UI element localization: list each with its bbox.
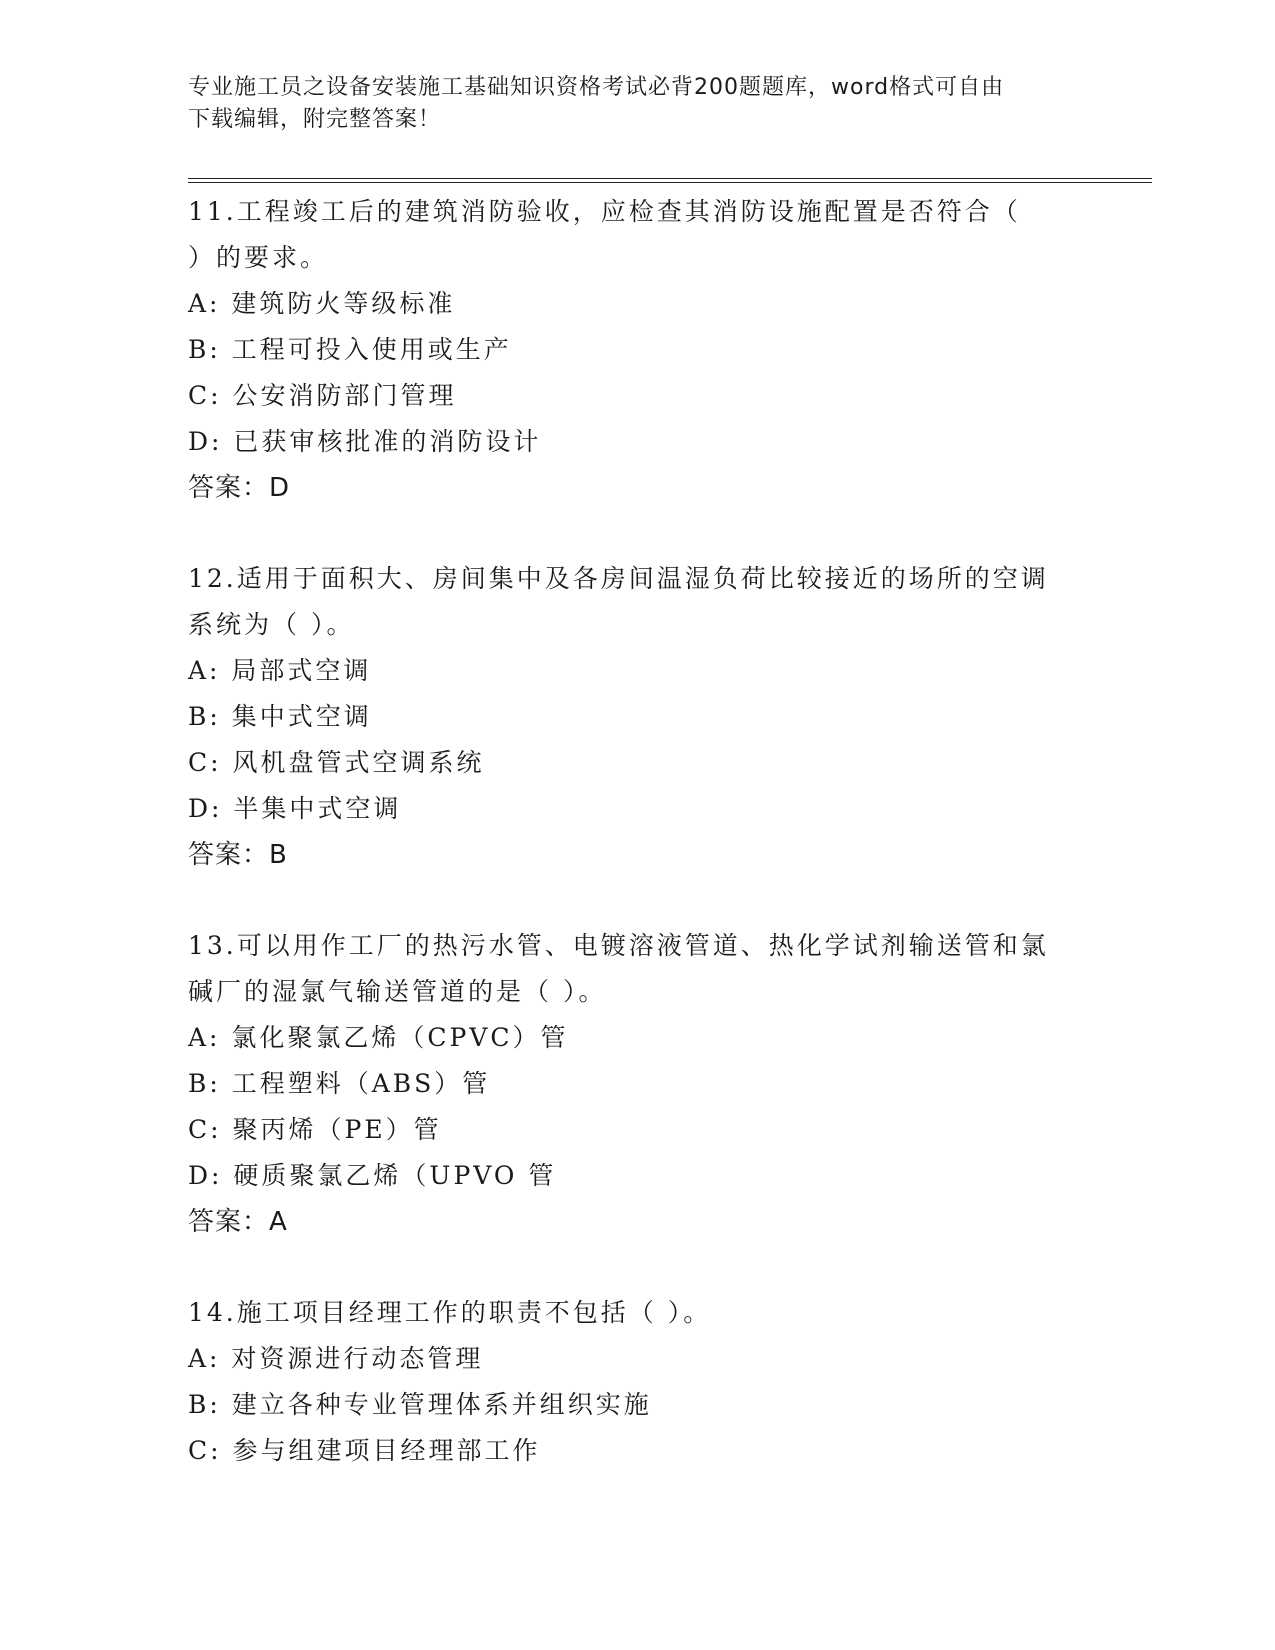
header-divider-top [188,178,1152,179]
question-stem-continued: 碱厂的湿氯气输送管道的是（ ）。 [188,977,607,1006]
question-stem-continued: 系统为（ ）。 [188,610,355,639]
option-a: A: 局部式空调 [188,656,372,685]
option-b: B: 建立各种专业管理体系并组织实施 [188,1390,652,1419]
answer: 答案：D [188,473,291,503]
option-b: B: 集中式空调 [188,702,372,731]
option-b: B: 工程可投入使用或生产 [188,335,512,364]
question-stem: 12.适用于面积大、房间集中及各房间温湿负荷比较接近的场所的空调 [188,564,1049,593]
question-gap [188,1245,1088,1290]
answer: 答案：B [188,840,288,870]
option-c: C: 聚丙烯（PE）管 [188,1115,442,1144]
option-c: C: 公安消防部门管理 [188,381,457,410]
question-stem-continued: ）的要求。 [188,243,329,272]
option-b: B: 工程塑料（ABS）管 [188,1069,491,1098]
question-list [188,189,1088,1474]
option-d: D: 已获审核批准的消防设计 [188,427,542,456]
option-a: A: 对资源进行动态管理 [188,1344,484,1373]
header-line-2: 下载编辑，附完整答案！ [188,107,442,132]
question-13 [188,923,1088,1245]
option-c: C: 风机盘管式空调系统 [188,748,485,777]
question-stem: 13.可以用作工厂的热污水管、电镀溶液管道、热化学试剂输送管和氯 [188,931,1049,960]
header-divider-bottom [188,182,1152,183]
option-d: D: 硬质聚氯乙烯（UPVO 管 [188,1161,557,1190]
question-stem: 11.工程竣工后的建筑消防验收，应检查其消防设施配置是否符合（ [188,197,1021,226]
document-header [188,72,1088,136]
question-12 [188,556,1088,878]
question-11 [188,189,1088,511]
question-gap [188,878,1088,923]
header-line-1: 专业施工员之设备安装施工基础知识资格考试必背200题题库，word格式可自由 [188,75,1005,100]
question-stem: 14.施工项目经理工作的职责不包括（ ）。 [188,1298,712,1327]
question-14 [188,1290,1088,1474]
question-gap [188,511,1088,556]
option-d: D: 半集中式空调 [188,794,402,823]
answer: 答案：A [188,1207,288,1237]
option-a: A: 氯化聚氯乙烯（CPVC）管 [188,1023,569,1052]
option-a: A: 建筑防火等级标准 [188,289,456,318]
option-c: C: 参与组建项目经理部工作 [188,1436,541,1465]
